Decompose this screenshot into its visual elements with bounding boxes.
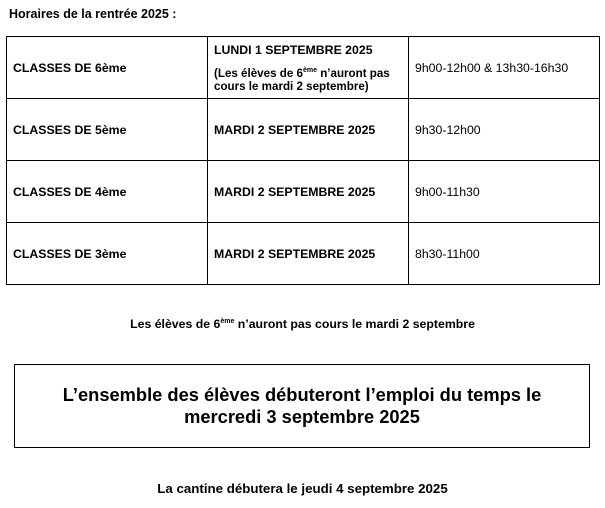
day-label: LUNDI 1 SEPTEMBRE 2025 [214, 42, 373, 57]
class-cell: CLASSES DE 6ème [7, 37, 208, 99]
note-sup: ème [220, 318, 235, 325]
table-row-3eme [7, 223, 600, 285]
day-cell: MARDI 2 SEPTEMBRE 2025 [208, 99, 409, 161]
day-footnote [214, 67, 408, 93]
class-cell: CLASSES DE 3ème [7, 223, 208, 285]
table-row-6eme [7, 37, 600, 99]
hours-cell: 9h00-12h00 & 13h30-16h30 [409, 37, 600, 99]
schedule-table [6, 36, 600, 285]
day-cell: MARDI 2 SEPTEMBRE 2025 [208, 223, 409, 285]
class-cell: CLASSES DE 5ème [7, 99, 208, 161]
table-row-4eme [7, 161, 600, 223]
day-footnote-sup: ème [302, 66, 317, 74]
note-start: Les élèves de 6 [130, 317, 221, 331]
sixth-grade-note [0, 316, 605, 332]
timetable-start-text: L’ensemble des élèves débuteront l’emploi du temps le mercredi 3 septembre 2025 [62, 384, 542, 427]
note-end: n’auront pas cours le mardi 2 septembre [234, 317, 475, 331]
table-row-5eme [7, 99, 600, 161]
day-footnote-end: n’auront pas cours le mardi 2 septembre) [214, 66, 390, 93]
timetable-start-box [14, 364, 590, 448]
day-cell [208, 37, 409, 99]
hours-cell: 8h30-11h00 [409, 223, 600, 285]
hours-cell: 9h00-11h30 [409, 161, 600, 223]
class-cell: CLASSES DE 4ème [7, 161, 208, 223]
hours-cell: 9h30-12h00 [409, 99, 600, 161]
day-footnote-start: (Les élèves de 6 [214, 66, 303, 80]
page-title: Horaires de la rentrée 2025 : [9, 7, 177, 21]
canteen-notice: La cantine débutera le jeudi 4 septembre 2025 [157, 481, 448, 496]
day-cell: MARDI 2 SEPTEMBRE 2025 [208, 161, 409, 223]
